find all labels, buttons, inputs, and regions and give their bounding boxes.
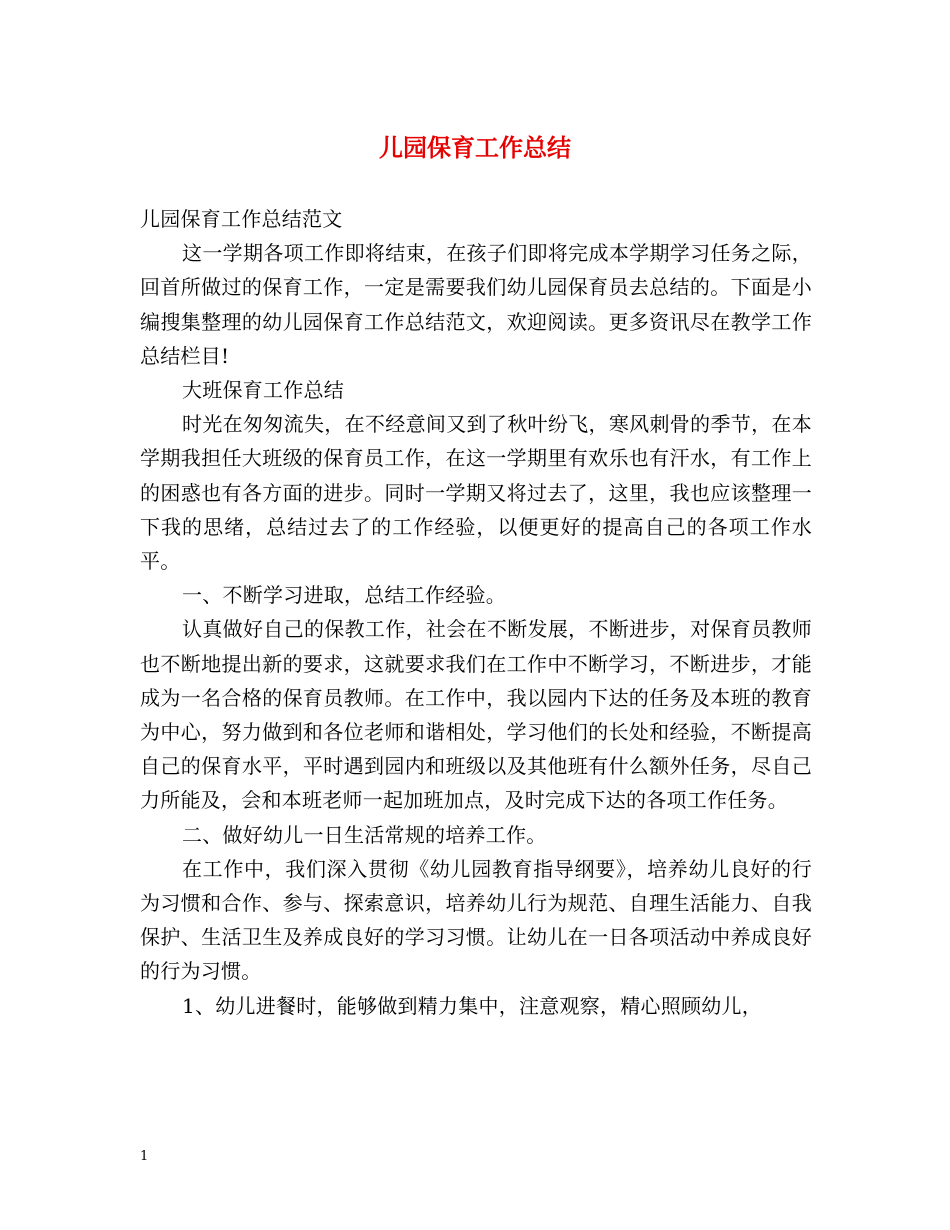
paragraph: 二、做好幼儿一日生活常规的培养工作。 — [182, 822, 547, 847]
paragraph: 1、幼儿进餐时，能够做到精力集中，注意观察，精心照顾幼儿， — [182, 993, 762, 1018]
document-title: 儿园保育工作总结 — [379, 133, 571, 162]
document-body — [140, 202, 812, 1023]
paragraph: 这一学期各项工作即将结束，在孩子们即将完成本学期学习任务之际，回首所做过的保育工作，一定是需要我们幼儿园保育员去总结的。下面是小编搜集整理的幼儿园保育工作总结范文，欢迎阅读。更多资讯尽在教学工作总结栏目! — [140, 241, 812, 368]
paragraph: 儿园保育工作总结范文 — [140, 207, 343, 231]
paragraph: 时光在匆匆流失，在不经意间又到了秋叶纷飞，寒风刺骨的季节，在本学期我担任大班级的保育员工作，在这一学期里有欢乐也有汗水，有工作上的困惑也有各方面的进步。同时一学期又将过去了，这里，我也应该整理一下我的思绪，总结过去了的工作经验，以便更好的提高自己的各项工作水平。 — [140, 412, 812, 574]
page-number: 1 — [140, 1149, 149, 1164]
paragraph: 在工作中，我们深入贯彻《幼儿园教育指导纲要》，培养幼儿良好的行为习惯和合作、参与、探索意识，培养幼儿行为规范、自理生活能力、自我保护、生活卫生及养成良好的学习习惯。让幼儿在一日各项活动中养成良好的行为习惯。 — [140, 856, 812, 984]
paragraph: 认真做好自己的保教工作，社会在不断发展，不断进步，对保育员教师也不断地提出新的要求，这就要求我们在工作中不断学习，不断进步，才能成为一名合格的保育员教师。在工作中，我以园内下达的任务及本班的教育为中心，努力做到和各位老师和谐相处，学习他们的长处和经验，不断提高自己的保育水平，平时遇到园内和班级以及其他班有什么额外任务，尽自己力所能及，会和本班老师一起加班加点，及时完成下达的各项工作任务。 — [140, 617, 812, 813]
paragraph: 大班保育工作总结 — [182, 378, 344, 403]
paragraph: 一、不断学习进取，总结工作经验。 — [182, 583, 506, 608]
